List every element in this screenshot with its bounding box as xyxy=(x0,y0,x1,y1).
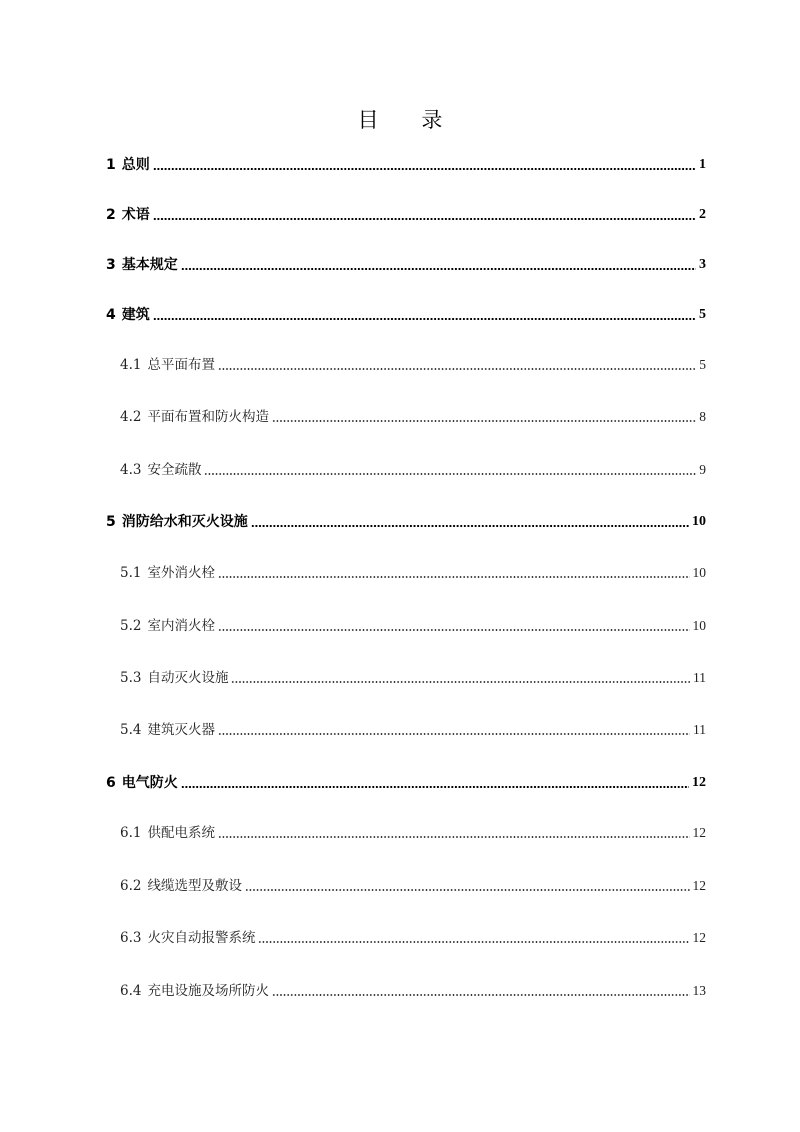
dot-leader xyxy=(204,473,696,475)
dot-leader xyxy=(153,218,696,220)
toc-number: 4.1 xyxy=(120,357,142,373)
toc-title: 供配电系统 xyxy=(147,825,215,841)
toc-title: 总则 xyxy=(121,157,150,173)
toc-entry[interactable] xyxy=(120,823,706,843)
dot-leader xyxy=(272,420,696,422)
toc-title: 火灾自动报警系统 xyxy=(147,930,256,946)
toc-title: 基本规定 xyxy=(121,257,178,273)
toc-page-number: 12 xyxy=(692,775,706,790)
toc-page-number: 10 xyxy=(692,565,706,580)
dot-leader xyxy=(218,836,690,838)
toc-page-number: 8 xyxy=(699,409,706,424)
dot-leader xyxy=(245,889,690,891)
dot-leader xyxy=(153,318,696,320)
dot-leader xyxy=(153,168,696,170)
toc-title: 电气防火 xyxy=(121,775,178,791)
toc-number: 4.2 xyxy=(120,409,142,425)
toc-entry[interactable] xyxy=(120,928,706,948)
toc-page-number: 1 xyxy=(699,157,706,172)
toc-number: 6.1 xyxy=(120,825,142,841)
toc-entry[interactable] xyxy=(106,512,706,532)
toc-title: 消防给水和灭火设施 xyxy=(121,514,248,530)
dot-leader xyxy=(231,681,690,683)
toc-page-number: 10 xyxy=(692,618,706,633)
toc-entry[interactable] xyxy=(120,355,706,375)
dot-leader xyxy=(181,268,696,270)
toc-entry[interactable] xyxy=(106,205,706,225)
toc-page-number: 13 xyxy=(692,983,706,998)
toc-entry[interactable] xyxy=(120,981,706,1001)
toc-number: 1 xyxy=(106,157,116,173)
toc-entry[interactable] xyxy=(106,255,706,275)
toc-number: 2 xyxy=(106,207,116,223)
toc-entry[interactable] xyxy=(120,720,706,740)
page-title: 目 录 xyxy=(357,108,461,132)
toc-entry[interactable] xyxy=(106,305,706,325)
toc-title: 自动灭火设施 xyxy=(147,670,229,686)
toc-entry[interactable] xyxy=(120,876,706,896)
toc-number: 5.3 xyxy=(120,670,142,686)
toc-page-number: 9 xyxy=(699,462,706,477)
toc-title: 建筑灭火器 xyxy=(147,722,215,738)
dot-leader xyxy=(218,733,690,735)
toc-number: 5.4 xyxy=(120,722,142,738)
toc-title: 室外消火栓 xyxy=(147,565,215,581)
toc-page-number: 12 xyxy=(692,825,706,840)
toc-number: 5.2 xyxy=(120,618,142,634)
toc-title: 总平面布置 xyxy=(147,357,215,373)
toc-entry[interactable] xyxy=(120,668,706,688)
dot-leader xyxy=(218,368,696,370)
dot-leader xyxy=(181,786,689,788)
toc-entry[interactable] xyxy=(120,460,706,480)
toc-number: 6 xyxy=(106,775,116,791)
toc-number: 6.4 xyxy=(120,983,142,999)
toc-number: 5.1 xyxy=(120,565,142,581)
dot-leader xyxy=(218,576,690,578)
toc-page-number: 12 xyxy=(692,930,706,945)
toc-title: 术语 xyxy=(121,207,150,223)
dot-leader xyxy=(251,525,689,527)
toc-number: 4 xyxy=(106,307,116,323)
toc-title: 线缆选型及敷设 xyxy=(147,878,242,894)
dot-leader xyxy=(272,994,690,996)
toc-entry[interactable] xyxy=(120,616,706,636)
toc-number: 6.2 xyxy=(120,878,142,894)
toc-title: 充电设施及场所防火 xyxy=(147,983,269,999)
toc-entry[interactable] xyxy=(106,773,706,793)
toc-page-number: 2 xyxy=(699,207,706,222)
toc-page-number: 5 xyxy=(699,357,706,372)
toc-number: 4.3 xyxy=(120,462,142,478)
toc-title: 建筑 xyxy=(121,307,150,323)
toc-entry[interactable] xyxy=(120,563,706,583)
toc-entry[interactable] xyxy=(106,155,706,175)
toc-number: 3 xyxy=(106,257,116,273)
toc-page-number: 11 xyxy=(693,722,706,737)
toc-entry[interactable] xyxy=(120,407,706,427)
dot-leader xyxy=(218,629,690,631)
toc-title: 安全疏散 xyxy=(147,462,202,478)
toc-title: 室内消火栓 xyxy=(147,618,215,634)
toc-page-number: 10 xyxy=(692,514,706,529)
dot-leader xyxy=(258,941,689,943)
toc-title: 平面布置和防火构造 xyxy=(147,409,269,425)
toc-page-number: 5 xyxy=(699,307,706,322)
toc-page-number: 3 xyxy=(699,257,706,272)
toc-number: 6.3 xyxy=(120,930,142,946)
toc-page-number: 11 xyxy=(693,670,706,685)
toc-number: 5 xyxy=(106,514,116,530)
toc-page-number: 12 xyxy=(692,878,706,893)
